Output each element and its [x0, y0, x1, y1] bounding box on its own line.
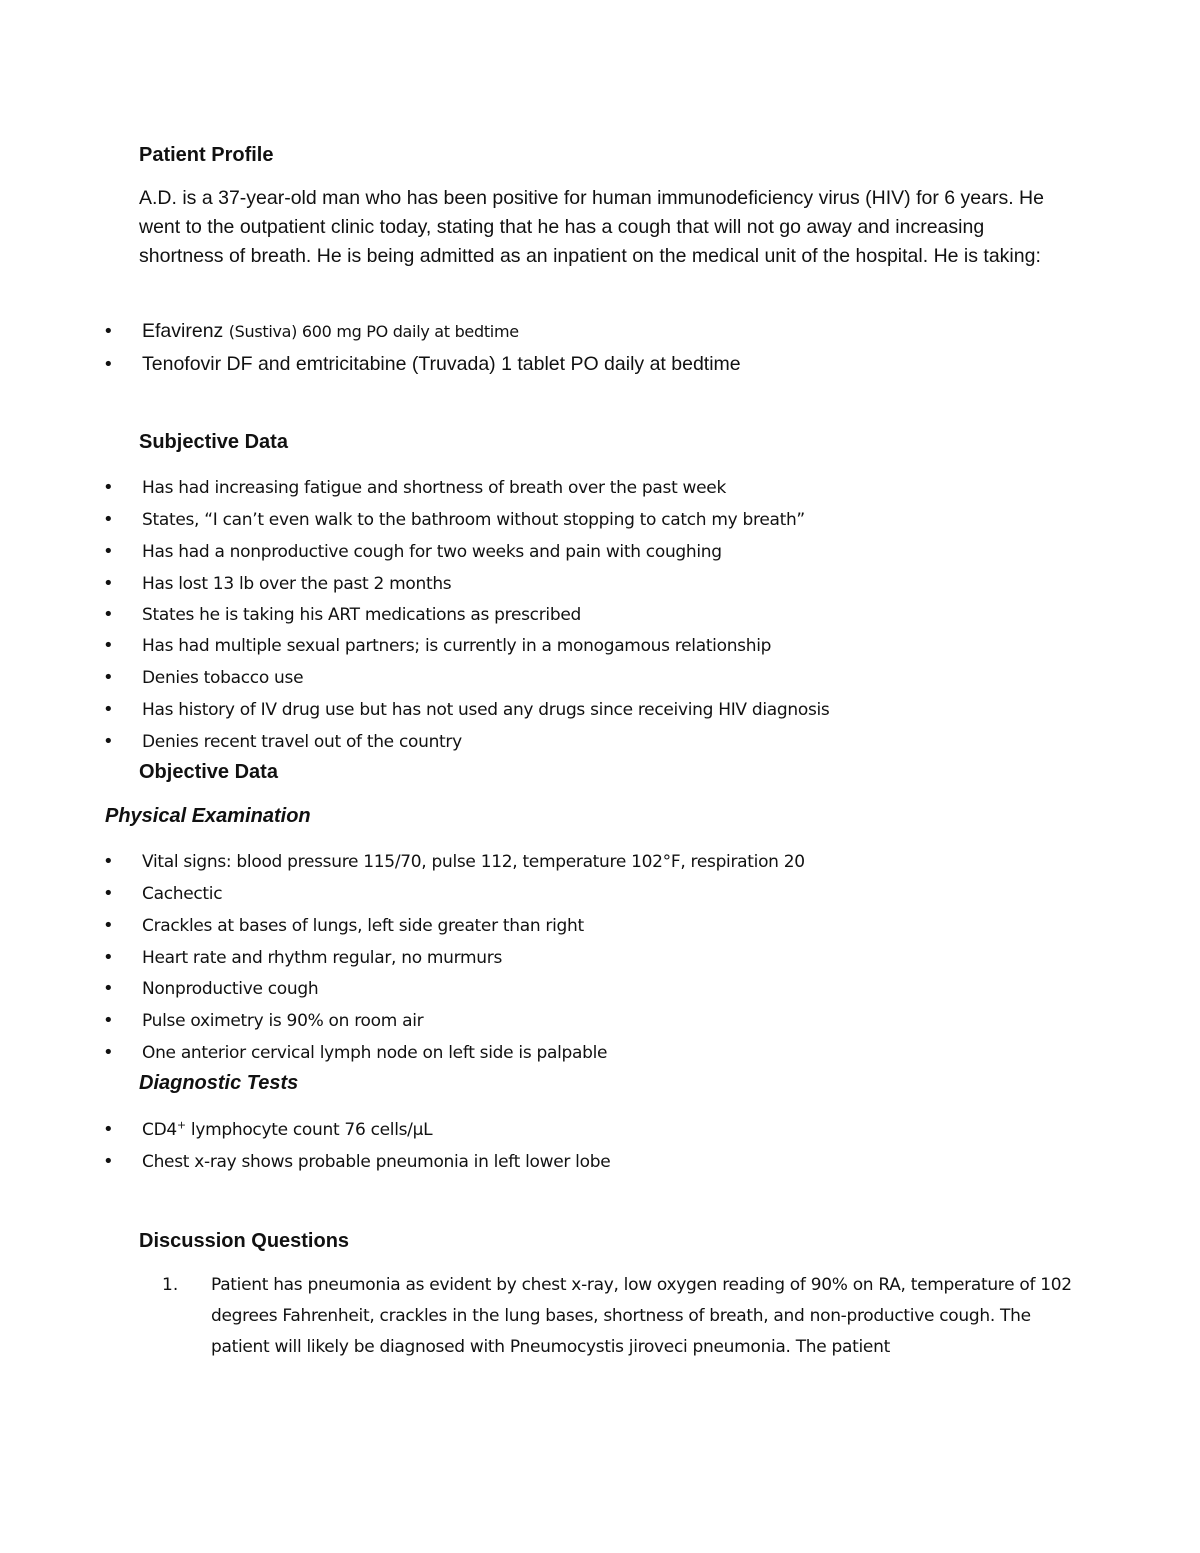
- physical-item: Pulse oximetry is 90% on room air: [142, 1011, 424, 1031]
- patient-profile-heading: Patient Profile: [139, 144, 274, 166]
- diagnostic-heading: Diagnostic Tests: [139, 1072, 299, 1094]
- med-name: Efavirenz: [142, 320, 224, 342]
- bullet-icon: •: [103, 699, 114, 720]
- subjective-item: Denies recent travel out of the country: [142, 732, 462, 752]
- med-item-1: [142, 319, 519, 344]
- physical-exam-heading: Physical Examination: [105, 805, 311, 827]
- patient-profile-paragraph: A.D. is a 37-year-old man who has been positive for human immunodeficiency virus (HIV) for 6 years. He went to the outpatient clinic today, stating that he has a cough that will not go away and increasing shortness of breath. He is being admitted as an inpatient on the medical unit of the hospital. He is taking:: [139, 187, 1044, 267]
- diagnostic-rest: lymphocyte count 76 cells/μL: [185, 1120, 433, 1140]
- subjective-item: Has had multiple sexual partners; is currently in a monogamous relationship: [142, 636, 772, 656]
- bullet-icon: •: [103, 1151, 114, 1172]
- bullet-icon: •: [103, 477, 114, 498]
- bullet-icon: •: [103, 604, 114, 625]
- subjective-heading: Subjective Data: [139, 431, 288, 453]
- bullet-icon: •: [103, 947, 114, 968]
- bullet-icon: •: [103, 978, 114, 999]
- diagnostic-item: Chest x-ray shows probable pneumonia in left lower lobe: [142, 1152, 611, 1172]
- med-item-2: Tenofovir DF and emtricitabine (Truvada) 1 tablet PO daily at bedtime: [142, 353, 741, 375]
- bullet-icon: •: [103, 731, 114, 752]
- bullet-icon: •: [103, 851, 114, 872]
- discussion-heading: Discussion Questions: [139, 1230, 350, 1252]
- answer-text: Patient has pneumonia as evident by chest x-ray, low oxygen reading of 90% on RA, temperature of 102 degrees Fahrenheit, crackles in the lung bases, shortness of breath, and non-productive cough. The patient will likely be diagnosed with Pneumocystis jiroveci pneumonia. The patient: [211, 1275, 1072, 1357]
- answer-number: 1.: [162, 1275, 179, 1295]
- physical-item: One anterior cervical lymph node on left side is palpable: [142, 1043, 608, 1063]
- bullet-icon: •: [103, 1119, 114, 1140]
- subjective-item: States, “I can’t even walk to the bathroom without stopping to catch my breath”: [142, 510, 805, 530]
- bullet-icon: •: [103, 354, 114, 375]
- bullet-icon: •: [103, 1042, 114, 1063]
- subjective-item: Has had increasing fatigue and shortness of breath over the past week: [142, 478, 727, 498]
- subjective-item: Denies tobacco use: [142, 668, 304, 688]
- physical-item: Cachectic: [142, 884, 223, 904]
- bullet-icon: •: [103, 509, 114, 530]
- bullet-icon: •: [103, 1010, 114, 1031]
- physical-item: Nonproductive cough: [142, 979, 319, 999]
- bullet-icon: •: [103, 541, 114, 562]
- bullet-icon: •: [103, 667, 114, 688]
- diagnostic-item: [142, 1118, 432, 1142]
- subjective-item: Has lost 13 lb over the past 2 months: [142, 574, 452, 594]
- physical-item: Crackles at bases of lungs, left side greater than right: [142, 916, 584, 936]
- diagnostic-sup: +: [176, 1118, 186, 1132]
- physical-item: Heart rate and rhythm regular, no murmurs: [142, 948, 503, 968]
- bullet-icon: •: [103, 321, 114, 342]
- physical-item: Vital signs: blood pressure 115/70, pulse 112, temperature 102°F, respiration 20: [142, 852, 805, 872]
- bullet-icon: •: [103, 915, 114, 936]
- subjective-item: States he is taking his ART medications as prescribed: [142, 605, 581, 625]
- diagnostic-prefix: CD4: [142, 1120, 177, 1140]
- subjective-item: Has history of IV drug use but has not used any drugs since receiving HIV diagnosis: [142, 700, 830, 720]
- bullet-icon: •: [103, 883, 114, 904]
- subjective-item: Has had a nonproductive cough for two weeks and pain with coughing: [142, 542, 722, 562]
- bullet-icon: •: [103, 573, 114, 594]
- bullet-icon: •: [103, 635, 114, 656]
- objective-heading: Objective Data: [139, 761, 278, 783]
- med-detail: (Sustiva) 600 mg PO daily at bedtime: [228, 322, 519, 341]
